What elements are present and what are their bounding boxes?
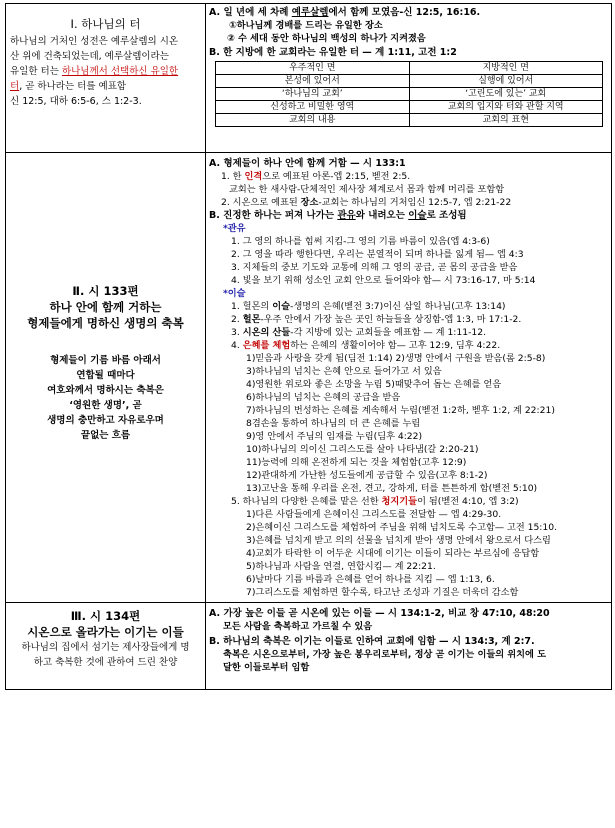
aspects-cell: ‘고린도에 있는’ 교회 xyxy=(409,88,603,101)
point-B: B. 진정한 하나는 퍼져 나가는 관유와 내려오는 이슬로 조성됨 xyxy=(209,210,467,221)
aspects-cell: 우주적인 면 xyxy=(216,62,410,75)
grace-item: 1)믿음과 사랑을 갖게 됨(딤전 1:14) 2)생명 안에서 구원을 받음(롬 2:5-8) xyxy=(246,353,546,364)
aspects-cell: 신성하고 비밀한 영역 xyxy=(216,101,410,114)
section-2-desc-line: 연합될 때마다 xyxy=(76,369,135,381)
section-2-desc-line: 여호와께서 명하시는 축복은 xyxy=(47,384,164,396)
section-2-desc-line: 생명의 충만하고 자유로우며 xyxy=(47,414,164,426)
section-3-points xyxy=(206,603,612,690)
section-3-desc-line: 하나님의 집에서 섬기는 제사장들에게 명 xyxy=(21,642,190,653)
grace-item: 13)고난을 통해 우리를 온전, 견고, 강하게, 터를 튼튼하게 함(벧전 5:10) xyxy=(246,483,538,494)
section-3-summary xyxy=(6,603,206,690)
steward-item: 2)은혜이신 그리스도를 체험하여 주님을 위해 넘치도록 수고함— 고전 15:10. xyxy=(246,522,558,533)
aspects-cell: 본성에 있어서 xyxy=(216,75,410,88)
point-A-1: 1. 한 인격으로 예표된 아론-엡 2:15, 벧전 2:5. xyxy=(221,171,411,182)
dew-item: 1. 헐몬의 이슬-생명의 은혜(벧전 3:7)이신 삼일 하나님(고후 13:14) xyxy=(231,301,506,312)
point-B-note: 달한 이들로부터 임함 xyxy=(223,662,310,673)
aspects-cell: 교회의 내용 xyxy=(216,114,410,127)
grace-item: 10)하나님의 의이신 그리스도를 살아 나타냄(갈 2:20-21) xyxy=(246,444,479,455)
grace-item: 4)영원한 위로와 좋은 소망을 누림 5)때맞추어 돕는 은혜를 얻음 xyxy=(246,379,502,390)
anointing-oil-heading: *관유 xyxy=(223,223,246,234)
point-B-note: 축복은 시온으로부터, 가장 높은 봉우리로부터, 정상 곧 이기는 이들의 위치에 도 xyxy=(223,649,546,660)
point-A-2: ② 수 세대 동안 하나님의 백성의 하나가 지켜졌음 xyxy=(227,33,426,44)
grace-item: 9)영 안에서 주님의 임재를 누림(딤후 4:22) xyxy=(246,431,423,442)
oil-item: 1. 그 영의 하나를 힘써 지킴-그 영의 기름 바름이 있음(엡 4:3-6) xyxy=(231,236,490,247)
point-B: B. 하나님의 축복은 이기는 이들로 인하여 교회에 임함 — 시 134:3, 계 2:7. xyxy=(209,636,535,647)
section-1-desc-line: 유일한 터는 하나님께서 선택하신 유일한 xyxy=(10,66,179,77)
point-A: A. 형제들이 하나 안에 함께 거함 — 시 133:1 xyxy=(209,158,406,169)
section-1-title: Ⅰ. 하나님의 터 xyxy=(70,17,141,31)
grace-item: 6)하나님의 넘치는 은혜의 공급을 받음 xyxy=(246,392,401,403)
section-2-desc-line: 끝없는 흐름 xyxy=(80,429,131,441)
section-2-summary xyxy=(6,153,206,603)
steward-item: 4)교회가 타락한 이 어두운 시대에 이기는 이들이 되라는 부르심에 응답함 xyxy=(246,548,540,559)
point-A-1: ①하나님께 경배를 드리는 유일한 장소 xyxy=(229,20,383,31)
section-3-subtitle: 시온으로 올라가는 이기는 이들 xyxy=(27,625,184,639)
section-1-desc-line: 산 위에 건축되었는데, 예루살렘이라는 xyxy=(10,51,169,62)
section-2-desc-line: 형제들이 기름 바름 아래서 xyxy=(50,354,161,366)
dew-item: 4. 은혜를 체험하는 은혜의 생활이어야 함— 고후 12:9, 딤후 4:22. xyxy=(231,340,501,351)
grace-item: 8겸손을 통하여 하나님의 더 큰 은혜를 누림 xyxy=(246,418,421,429)
section-2-subtitle: 하나 안에 함께 거하는 xyxy=(49,299,162,314)
grace-item: 11)능력에 의해 온전하게 되는 것을 체험함(고후 12:9) xyxy=(246,457,467,468)
aspects-row xyxy=(216,75,603,88)
section-1-desc xyxy=(6,34,205,109)
aspects-cell: ‘하나님의 교회’ xyxy=(216,88,410,101)
steward-item: 3)은혜를 넘치게 받고 의의 선물을 넘치게 받아 생명 안에서 왕으로서 다스림 xyxy=(246,535,551,546)
dew-item: 5. 하나님의 다양한 은혜를 맡은 선한 청지기들이 됨(벧전 4:10, 엡 3:2) xyxy=(231,496,519,507)
section-2-row xyxy=(6,153,612,603)
point-A-note: 모든 사람을 축복하고 가르칠 수 있음 xyxy=(223,621,373,632)
section-3-desc-line: 하고 축복한 것에 관하여 드린 찬양 xyxy=(33,657,178,668)
aspects-row xyxy=(216,88,603,101)
aspects-cell: 실행에 있어서 xyxy=(409,75,603,88)
steward-item: 5)하나님과 사람을 연결, 연합시킴— 계 22:21. xyxy=(246,561,436,572)
grace-item: 7)하나님의 번성하는 은혜를 계속해서 누림(벧전 1:2하, 벧후 1:2, 계 22:21) xyxy=(246,405,555,416)
aspects-row xyxy=(216,62,603,75)
section-1-summary xyxy=(6,4,206,153)
section-2-subtitle: 형제들에게 명하신 생명의 축복 xyxy=(27,315,184,330)
oil-item: 2. 그 영을 따라 행한다면, 우리는 분열적이 되며 하나를 잃게 됨— 엡 4:3 xyxy=(231,249,524,260)
oil-item: 4. 빛을 보기 위해 성소인 교회 안으로 들어와야 함— 시 73:16-17, 마 5:14 xyxy=(231,275,536,286)
church-aspects-table xyxy=(215,61,603,127)
point-A: A. 일 년에 세 차례 예루살렘에서 함께 모였음-신 12:5, 16:16. xyxy=(209,7,481,18)
point-A-1-note: 교회는 한 새사람-단체적인 제사장 체계로서 몸과 함께 머리를 포함함 xyxy=(229,184,505,195)
section-3-title: Ⅲ. 시 134편 xyxy=(70,609,141,623)
aspects-row xyxy=(216,114,603,127)
section-1-refs: 신 12:5, 대하 6:5-6, 스 1:2-3. xyxy=(10,96,142,107)
steward-item: 7)그리스도를 체험하면 할수록, 타고난 조성과 기질은 더욱더 감소함 xyxy=(246,587,519,598)
outline-sheet xyxy=(5,3,611,690)
section-1-desc-line: 하나님의 거처인 성전은 예루살렘의 시온 xyxy=(10,36,179,47)
point-B: B. 한 지방에 한 교회라는 유일한 터 — 계 1:11, 고전 1:2 xyxy=(209,47,457,58)
section-1-desc-line: 터, 곧 하나라는 터를 예표함 xyxy=(10,81,127,92)
aspects-cell: 교회의 입지와 터와 관할 지역 xyxy=(409,101,603,114)
aspects-cell: 지방적인 면 xyxy=(409,62,603,75)
dew-item: 3. 시온의 산들-각 지방에 있는 교회들을 예표함 — 계 1:11-12. xyxy=(231,327,487,338)
section-2-points xyxy=(206,153,612,603)
section-1-row xyxy=(6,4,612,153)
unique-ground-highlight: 하나님께서 선택하신 유일한 xyxy=(61,66,179,77)
outline-table xyxy=(5,3,612,690)
section-1-points xyxy=(206,4,612,153)
aspects-cell: 교회의 표현 xyxy=(409,114,603,127)
point-A-2: 2. 시온으로 예표된 장소-교회는 하나님의 거처임신 12:5-7, 엡 2:21-22 xyxy=(221,197,512,208)
point-A: A. 가장 높은 이들 곧 시온에 있는 이들 — 시 134:1-2, 비교 창 47:10, 48:20 xyxy=(209,608,550,619)
dew-item: 2. 헐몬-우주 안에서 가장 높은 곳인 하늘들을 상징함-엡 1:3, 마 17:1-2. xyxy=(231,314,522,325)
aspects-row xyxy=(216,101,603,114)
section-2-desc-line: ‘영원한 생명’, 곧 xyxy=(69,399,142,411)
dew-heading: *이슬 xyxy=(223,288,246,299)
steward-item: 6)날마다 기름 바름과 은혜를 얻어 하나를 지킴 — 엡 1:13, 6. xyxy=(246,574,495,585)
grace-item: 3)하나님의 넘치는 은혜 안으로 들어가고 서 있음 xyxy=(246,366,442,377)
steward-item: 1)다른 사람들에게 은혜이신 그리스도를 전달함 — 엡 4:29-30. xyxy=(246,509,502,520)
grace-item: 12)관대하게 가난한 성도들에게 공급할 수 있음(고후 8:1-2) xyxy=(246,470,488,481)
section-2-title: Ⅱ. 시 133편 xyxy=(72,283,139,298)
section-3-row xyxy=(6,603,612,690)
oil-item: 3. 지체들의 중보 기도와 교통에 의해 그 영의 공급, 곧 몸의 공급을 받음 xyxy=(231,262,518,273)
